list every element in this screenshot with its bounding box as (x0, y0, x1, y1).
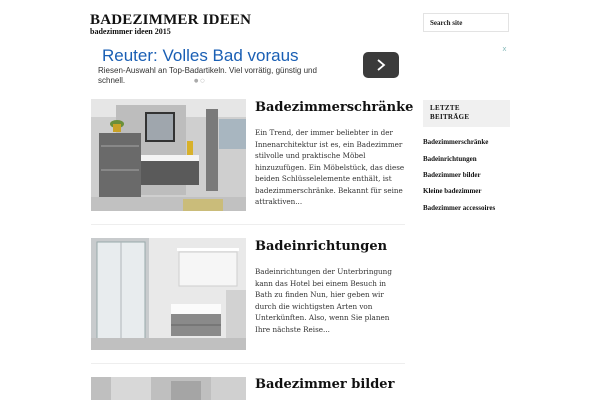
recent-post-link[interactable]: Badezimmerschränke (423, 138, 489, 146)
chevron-right-icon (375, 59, 387, 71)
site-title[interactable]: BADEZIMMER IDEEN (90, 12, 252, 28)
recent-post-link[interactable]: Kleine badezimmer (423, 187, 482, 195)
post-divider (91, 224, 405, 225)
recent-post-link[interactable]: Badezimmer bilder (423, 171, 481, 179)
post-thumbnail[interactable] (91, 99, 246, 211)
post-excerpt: Ein Trend, der immer beliebter in der Innenarchitektur ist es, ein Badezimmer stilvolle und praktische Möbel hinzuzufügen. Ein Möbelstück, das diese beiden Schlüsselelemente enthält, ist badezimmerschränke. Bekannt für seine attraktiven... (255, 128, 405, 206)
search-input[interactable]: Search site (423, 13, 509, 32)
post-thumbnail[interactable] (91, 377, 246, 400)
post-title[interactable]: Badezimmerschränke (255, 100, 414, 115)
recent-post-link[interactable]: Badezimmer accessoires (423, 204, 496, 212)
ad-banner[interactable] (90, 45, 510, 83)
recent-post-link[interactable]: Badeinrichtungen (423, 155, 477, 163)
ad-next-button[interactable] (363, 52, 399, 78)
site-tagline: badezimmer ideen 2015 (90, 27, 171, 36)
post-thumbnail[interactable] (91, 238, 246, 350)
post-excerpt: Badeinrichtungen der Unterbringung kann das Hotel bei einem Besuch in Bath zu finden Nun, hier geben wir durch die wichtigsten Arten von Unterkünften. Also, wenn Sie planen Ihre nächste Reise... (255, 267, 392, 334)
ad-close-icon[interactable]: x (502, 45, 507, 53)
ad-text: Riesen-Auswahl an Top-Badartikeln. Viel vorrätig, günstig und schnell. (98, 66, 317, 85)
post-divider (91, 363, 405, 364)
ad-pagination-dots: ●○ (194, 78, 207, 84)
post-title[interactable]: Badeinrichtungen (255, 239, 388, 254)
post-title[interactable]: Badezimmer bilder (255, 377, 395, 392)
widget-title: LETZTE BEITRÄGE (430, 104, 470, 121)
ad-title[interactable]: Reuter: Volles Bad voraus (102, 46, 299, 65)
